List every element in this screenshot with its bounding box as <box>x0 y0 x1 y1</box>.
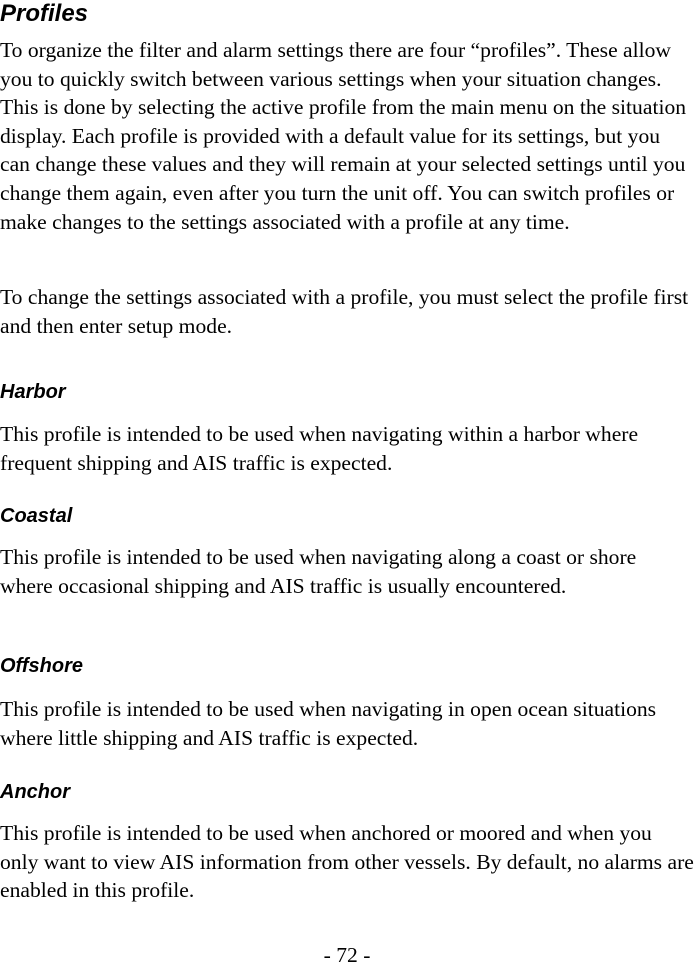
paragraph-offshore: This profile is intended to be used when navigating in open ocean situations where little shipping and AIS traffic is expected. <box>0 697 657 750</box>
paragraph-anchor: This profile is intended to be used when anchored or moored and when you only want to view AIS information from other vessels. By default, no alarms are enabled in this profile. <box>0 821 694 903</box>
page-number: - 72 - <box>323 943 371 967</box>
heading-harbor: Harbor <box>0 381 66 403</box>
intro-paragraph-2: To change the settings associated with a profile, you must select the profile first and then enter setup mode. <box>0 285 689 338</box>
heading-offshore: Offshore <box>0 655 83 677</box>
paragraph-coastal: This profile is intended to be used when navigating along a coast or shore where occasional shipping and AIS traffic is usually encountered. <box>0 545 637 598</box>
paragraph-harbor: This profile is intended to be used when navigating within a harbor where frequent shipping and AIS traffic is expected. <box>0 422 639 475</box>
heading-coastal: Coastal <box>0 505 73 527</box>
page-title: Profiles <box>0 0 89 27</box>
intro-paragraph-1: To organize the filter and alarm settings there are four “profiles”. These allow you to quickly switch between various settings when your situation changes. This is done by selecting the active profile from the main menu on the situation display. Each profile is provided with a default value for its settings, but you can change these values and they will remain at your selected settings until you change them again, even after you turn the unit off. You can switch profiles or make changes to the settings associated with a profile at any time. <box>0 38 687 234</box>
heading-anchor: Anchor <box>0 781 70 803</box>
